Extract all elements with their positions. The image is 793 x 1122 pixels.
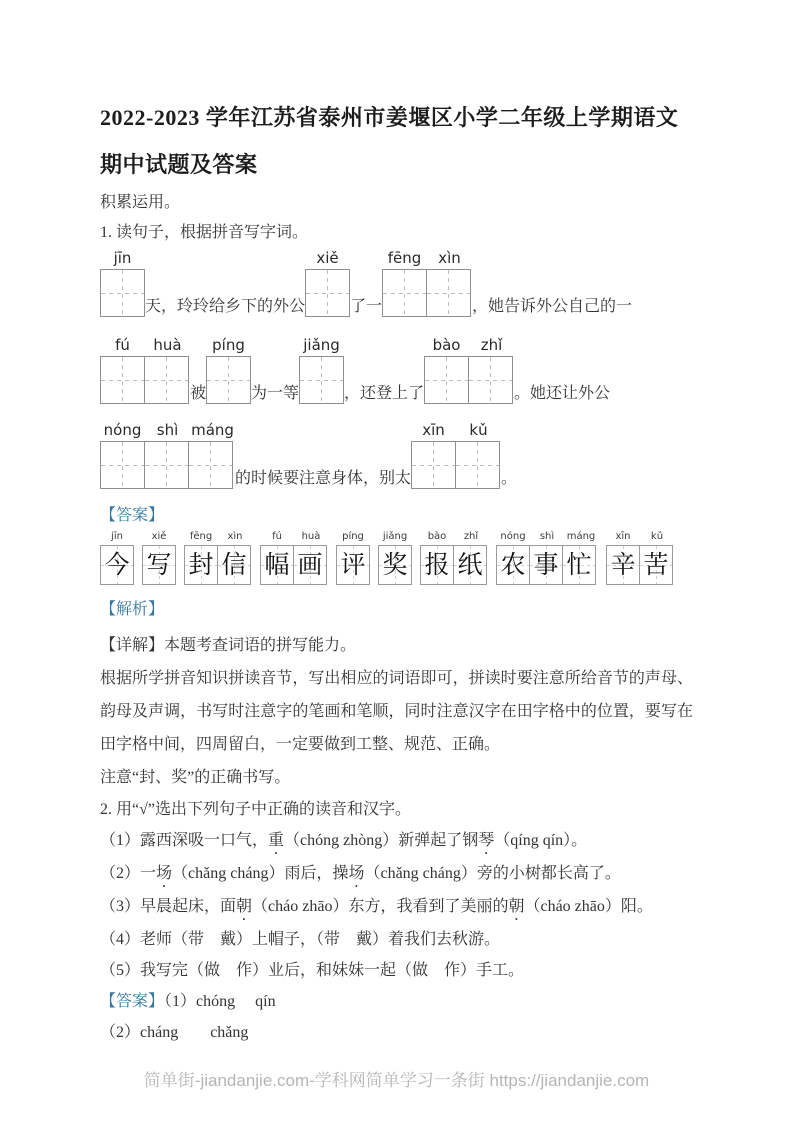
pinyin-label: fú [272,531,282,542]
pinyin-label: xìn [227,531,243,542]
answer2-value-2: （2）cháng chǎng [100,1024,249,1041]
answer-character-cell: 事 [529,545,563,585]
q1-sentence-text: 被 [190,385,207,402]
pinyin-label: zhǐ [480,336,503,354]
pinyin-row [100,422,235,441]
answer-grid-group [496,531,598,585]
tianzige-cell [100,269,145,317]
tianzige-cells [100,269,145,317]
title-line-1: 2022-2023 学年江苏省泰州市姜堰区小学二年级上学期语文 [100,105,679,130]
q1-fill-row-3 [100,422,693,489]
question2-answer-line-2 [100,1017,693,1048]
question1-prompt: 1. 读句子，根据拼音写字词。 [100,224,309,241]
pinyin-label: xiě [316,249,339,267]
q1-fill-row-1 [100,250,693,317]
writing-grid-group [100,422,235,489]
answer-character-cell: 辛 [606,545,640,585]
pinyin-label: máng [191,421,234,439]
tianzige-cells [424,356,514,404]
q1-sentence-text: ，还登上了 [344,385,425,402]
pinyin-row [424,337,514,356]
question2-item-1: （1）露西深吸一口气，重（chóng zhòng）新弹起了钢琴（qíng qín）。 [100,832,588,849]
tianzige-cell [100,441,145,489]
answer-character-cell: 画 [293,545,327,585]
pinyin-label: kǔ [650,531,664,542]
tianzige-cell [188,441,233,489]
pinyin-row [411,422,501,441]
answer-character-cell: 今 [100,545,134,585]
writing-grid-group [411,422,501,489]
answer-character-cell: 信 [217,545,251,585]
analysis-note: 注意“封、奖”的正确书写。 [100,769,291,786]
pinyin-label: máng [566,531,596,542]
question2-item-2: （2）一场（chǎng cháng）雨后，操场（chǎng cháng）旁的小树都长高了。 [100,865,621,882]
writing-grid-group [305,250,350,317]
tianzige-cell [299,356,344,404]
answer-grid-group [336,531,370,585]
pinyin-label: fēng [189,531,213,542]
pinyin-label: jiǎng [382,531,408,542]
analysis-label [100,599,693,621]
analysis-paragraph: 根据所学拼音知识拼读音节，写出相应的词语即可，拼读时要注意所给音节的声母、韵母及声调，书写时注意字的笔画和笔顺，同时注意汉字在田字格中的位置，要写在田字格中间，四周留白，一定要做到工整、规范、正确。 [100,670,693,753]
title-line-2: 期中试题及答案 [100,152,258,177]
pinyin-label: nóng [103,421,142,439]
tianzige-cell [424,356,469,404]
tianzige-cell [206,356,251,404]
answer-character-cell: 评 [336,545,370,585]
answer-label [100,505,693,527]
analysis-bracket-label: 【解析】 [100,601,165,618]
tianzige-cell [100,356,145,404]
q1-fill-row-2 [100,337,693,404]
tianzige-cell [144,356,189,404]
writing-grid-group [424,337,514,404]
pinyin-row [299,337,344,356]
tianzige-cells [411,441,501,489]
q1-sentence-text: 的时候要注意身体，别太 [235,470,412,487]
tianzige-cell [426,269,471,317]
pinyin-row [206,337,251,356]
q1-sentence-text: 。她还让外公 [514,385,611,402]
tianzige-cell [382,269,427,317]
tianzige-cells [206,356,251,404]
pinyin-label: bào [432,336,461,354]
answer-grid-group [142,531,176,585]
writing-grid-group [299,337,344,404]
pinyin-row [100,337,190,356]
answer-character-cell: 幅 [260,545,294,585]
writing-grid-group [382,250,472,317]
pinyin-row [100,250,145,269]
tianzige-cells [305,269,350,317]
answer-character-cell: 苦 [639,545,673,585]
answer2-value-1: （1）chóng qín [164,993,276,1010]
pinyin-label: shì [156,421,179,439]
answer-bracket-label: 【答案】 [100,507,165,524]
answer-bracket-label: 【答案】 [100,993,165,1010]
pinyin-label: xīn [615,531,631,542]
answer-character-cell: 写 [142,545,176,585]
tianzige-cell [144,441,189,489]
q1-sentence-text: 了一 [350,298,383,315]
pinyin-label: xìn [438,249,461,267]
q1-sentence-text: 。 [501,470,518,487]
pinyin-label: jiǎng [303,336,340,354]
question2-item-4: （4）老师（带 戴）上帽子，（带 戴）着我们去秋游。 [100,931,501,948]
q1-sentence-text: 为一等 [251,385,300,402]
answer-grid-group [606,531,674,585]
question2-item-3: （3）早晨起床，面朝（cháo zhāo）东方，我看到了美丽的朝（cháo zhāo）阳。 [100,898,653,915]
answer-character-cell: 纸 [453,545,487,585]
q1-sentence-text: 天，玲玲给乡下的外公 [145,298,306,315]
answer-character-cell: 奖 [378,545,412,585]
tianzige-cell [468,356,513,404]
question2-item-5: （5）我写完（做 作）业后，和妹妹一起（做 作）手工。 [100,962,525,979]
question2-answer-line-1 [100,986,693,1017]
site-footer: 简单街-jiandanjie.com-学科网简单学习一条街 https://jiandanjie.com [143,1071,650,1090]
writing-grid-group [206,337,251,404]
pinyin-label: huà [153,336,182,354]
section-intro: 积累运用。 [100,194,181,211]
pinyin-label: nóng [500,531,526,542]
pinyin-label: shì [539,531,555,542]
answer-grid-group [100,531,134,585]
answer-character-cell: 报 [420,545,454,585]
question2-prompt: 2. 用“√”选出下列句子中正确的读音和汉字。 [100,801,411,818]
pinyin-label: píng [342,531,364,542]
pinyin-row [305,250,350,269]
pinyin-label: fú [115,336,130,354]
tianzige-cell [411,441,456,489]
pinyin-label: xiě [151,531,167,542]
answer-grid-group [420,531,488,585]
answer-character-grid [100,531,693,585]
tianzige-cell [455,441,500,489]
pinyin-label: huà [301,531,321,542]
tianzige-cells [100,441,235,489]
answer-character-cell: 农 [496,545,530,585]
answer-grid-group [260,531,328,585]
tianzige-cells [299,356,344,404]
pinyin-label: zhǐ [463,531,479,542]
answer-character-cell: 封 [184,545,218,585]
writing-grid-group [100,250,145,317]
question2-block [100,794,693,1048]
pinyin-label: bào [427,531,447,542]
answer-grid-group [184,531,252,585]
pinyin-row [382,250,472,269]
answer-grid-group [378,531,412,585]
pinyin-label: xīn [422,421,445,439]
answer-character-cell: 忙 [562,545,596,585]
pinyin-label: jīn [113,249,132,267]
pinyin-label: jīn [111,531,123,542]
q1-sentence-text: ，她告诉外公自己的一 [472,298,633,315]
tianzige-cell [305,269,350,317]
pinyin-label: píng [212,336,245,354]
tianzige-cells [382,269,472,317]
analysis-detail: 【详解】本题考查词语的拼写能力。 [100,637,357,654]
writing-grid-group [100,337,190,404]
pinyin-label: kǔ [469,421,488,439]
pinyin-label: fēng [387,249,422,267]
page-title [100,94,693,188]
tianzige-cells [100,356,190,404]
